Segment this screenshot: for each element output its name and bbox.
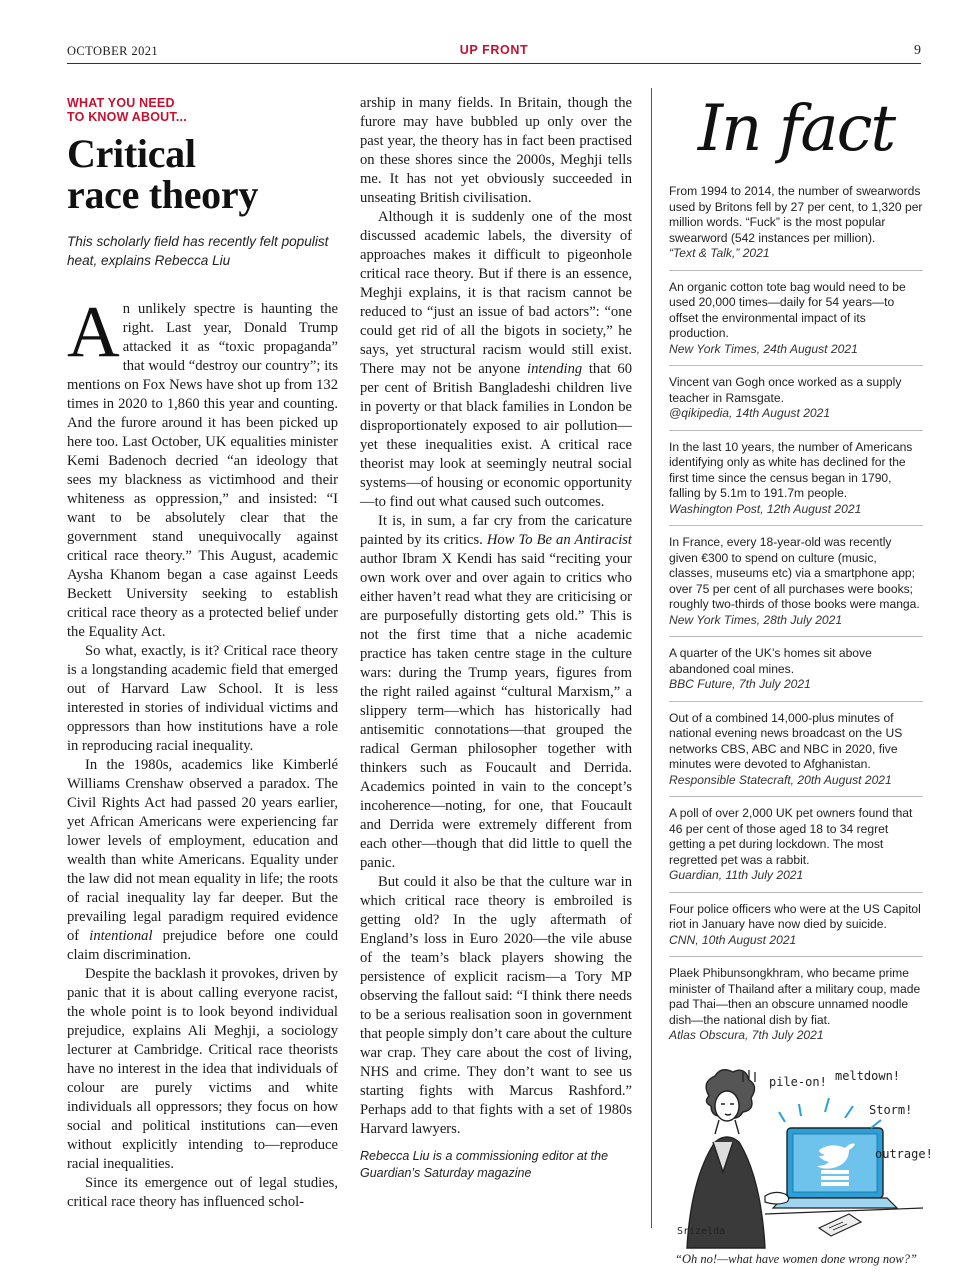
fact-text: In the last 10 years, the number of Americans identifying only as white has declined for the first time since the census began in 1790, falling by 5.1m to 191.7m people. xyxy=(669,439,913,500)
page-header xyxy=(67,40,921,64)
article-headline xyxy=(67,133,338,215)
cartoon-drawing xyxy=(669,1058,933,1248)
paragraph-5-start: Since its emergence out of legal studies, critical race theory has influenced schol- xyxy=(67,1175,338,1210)
word-meltdown: meltdown! xyxy=(835,1068,901,1083)
fact-item xyxy=(669,430,923,526)
fact-item xyxy=(669,796,923,892)
drop-cap: A xyxy=(67,291,120,372)
fact-source: New York Times, 28th July 2021 xyxy=(669,612,843,627)
hand-icon xyxy=(765,1192,789,1204)
issue-date: OCTOBER 2021 xyxy=(67,44,159,58)
paragraph-3-text-b: prejudice before one could claim discrimination. xyxy=(67,928,338,963)
paragraph-7-text-a: It is, in sum, a far cry from the caricature painted by its critics. xyxy=(360,513,632,548)
fact-text: A poll of over 2,000 UK pet owners found that 46 per cent of those aged 18 to 34 regret getting a pet during lockdown. The most regretted pet was a rabbit. xyxy=(669,806,913,867)
headline-line-1: Critical xyxy=(67,131,196,176)
article-body-part-2 xyxy=(360,94,632,1139)
fact-text: An organic cotton tote bag would need to be used 20,000 times—daily for 54 years—to offset the environmental impact of its production. xyxy=(669,279,906,340)
author-bio: Rebecca Liu is a commissioning editor at the Guardian’s Saturday magazine xyxy=(360,1149,609,1180)
facts-list xyxy=(669,178,923,1052)
kicker-line-2: TO KNOW ABOUT... xyxy=(67,110,187,124)
paragraph-7-emphasis: How To Be an Antiracist xyxy=(486,532,632,548)
word-pile-on: pile-on! xyxy=(769,1074,827,1089)
fact-text: From 1994 to 2014, the number of swearwords used by Britons fell by 27 per cent, to 1,320 per million words. “Fuck” is the most popular swearword (542 instances per million). xyxy=(669,184,923,245)
page-number: 9 xyxy=(914,43,921,58)
fact-source: Responsible Statecraft, 20th August 2021 xyxy=(669,772,892,787)
word-storm: Storm! xyxy=(869,1102,913,1117)
article-kicker xyxy=(67,96,338,124)
word-outrage: outrage! xyxy=(875,1146,933,1161)
infact-sidebar xyxy=(669,88,933,1267)
column-divider xyxy=(651,88,652,1228)
paragraph-6-text-a: Although it is suddenly one of the most discussed academic labels, the diversity of approaches makes it difficult to pigeonhole critical race theory. But if there is an essence, Meghji explains, it is that racism cannot be reduced to “just an issue of bad actors”: “one could get rid of all the bigots in society,” he says, yet structural racism would still exist. There may not be anyone xyxy=(360,209,632,377)
woman-figure xyxy=(687,1069,765,1247)
paragraph-6-emphasis: intending xyxy=(527,361,583,377)
paragraph-3-emphasis: intentional xyxy=(89,928,153,944)
fact-item xyxy=(669,178,923,270)
fact-text: Out of a combined 14,000-plus minutes of national evening news broadcast on the US networks CBS, ABC and NBC in 2020, five minutes were devoted to Afghanistan. xyxy=(669,710,903,771)
fact-text: Four police officers who were at the US Capitol riot in January have now died by suicide. xyxy=(669,901,921,931)
paragraph-2: So what, exactly, is it? Critical race theory is a longstanding academic field that emerged out of Harvard Law School. It is less interested in stories of individual victims and oppressors than how institutions have a role in reproducing racial inequality. xyxy=(67,643,338,754)
phone-icon xyxy=(819,1214,861,1236)
fact-source: Atlas Obscura, 7th July 2021 xyxy=(669,1028,824,1042)
paragraph-5-continued: arship in many fields. In Britain, though the furore may have bubbled up only over the past year, the theory has in fact been practised on these shores since the 2000s, Meghji tells me. It has not yet obviously succeeded in unseating British civilisation. xyxy=(360,95,632,206)
paragraph-6-text-b: that 60 per cent of British Bangladeshi children live in poverty or that black families in London be disproportionately exposed to air pollution—yet these inequalities exist. A critical race theorist may look at seemingly neutral social systems—of housing or economic opportunity—to find out what caused such outcomes. xyxy=(360,361,632,510)
fact-item xyxy=(669,892,923,957)
fact-text: In France, every 18-year-old was recently given €300 to spend on culture (music, classes, museums etc) via a smartphone app; over 75 per cent of all purchases were books; roughly two-thirds of those books were manga. xyxy=(669,535,920,611)
header-rule xyxy=(67,63,921,64)
article-column-2 xyxy=(360,94,632,1182)
paragraph-4: Despite the backlash it provokes, driven by panic that it is about calling everyone racist, the whole point is to look beyond individual prejudice, explains Ali Meghji, a sociology lecturer at Cambridge. Critical race theorists have no interest in the idea that individuals of colour are purely victims and white individuals all oppressors; they focus on how social and political institutions can—even without explicitly intending to—reproduce racial inequalities. xyxy=(67,966,338,1172)
fact-text: Plaek Phibunsongkhram, who became prime minister of Thailand after a military coup, made pad Thai—then an obscure unnamed noodle dish—the national dish by fiat. xyxy=(669,966,921,1027)
fact-item xyxy=(669,270,923,366)
section-label: UP FRONT xyxy=(459,43,529,57)
article-column-1 xyxy=(67,96,338,1212)
paragraph-3 xyxy=(67,756,338,965)
fact-item xyxy=(669,365,923,430)
infact-title: In fact xyxy=(697,92,895,166)
fact-text: Vincent van Gogh once worked as a supply teacher in Ramsgate. xyxy=(669,375,902,405)
headline-line-2: race theory xyxy=(67,172,259,217)
fact-item xyxy=(669,636,923,701)
fact-source: @qikipedia, 14th August 2021 xyxy=(669,406,831,420)
paragraph-1 xyxy=(67,291,338,642)
laptop-icon xyxy=(773,1128,897,1208)
alarm-lines xyxy=(779,1098,881,1128)
fact-source: “Text & Talk,” 2021 xyxy=(669,246,770,260)
paragraph-3-text-a: In the 1980s, academics like Kimberlé Williams Crenshaw observed a paradox. The Civil Rights Act had passed 20 years earlier, yet African Americans were experiencing far lower levels of employment, education and wealth than white Americans. Equality under the law did not mean equality in life; the roots of racial inequality lay far deeper. But the prevailing legal paradigm required evidence of xyxy=(67,757,338,944)
paragraph-1-text: n unlikely spectre is haunting the right. Last year, Donald Trump attacked it as “toxic propaganda” that would “destroy our country”; its mentions on Fox News have shot up from 132 times in 2020 to 1,860 this year and counting. And the furore around it has been picked up here too. Last October, UK equalities minister Kemi Badenoch decried “an ideology that sees my blackness as victimhood and their whiteness as oppression,” and insisted: “I want to be absolutely clear that the government stand unequivocally against critical race theory.” This August, academic Aysha Khanom began a case against Leeds Beckett University seeking to establish critical race theory as a protected belief under the Equality Act. xyxy=(67,301,338,640)
fact-source: New York Times, 24th August 2021 xyxy=(669,341,858,356)
fact-source: Guardian, 11th July 2021 xyxy=(669,868,804,882)
paragraph-7 xyxy=(360,512,632,873)
article-standfirst: This scholarly field has recently felt populist heat, explains Rebecca Liu xyxy=(67,234,329,268)
fact-source: Washington Post, 12th August 2021 xyxy=(669,501,862,516)
paragraph-8: But could it also be that the culture war in which critical race theory is embroiled is getting old? In the ugly aftermath of England’s loss in Euro 2020—the vile abuse of the team’s black players showing the persistence of explicit racism—a Tory MP observing the fallout said: “I think there needs to be a serious realisation soon in government that people simply don’t care about the culture war crap. They care about the cost of living, NHS and crime. They don’t want to see us starting fights with Marcus Rashford.” Perhaps add to that fights with a set of 1980s Harvard lawyers. xyxy=(360,874,632,1137)
paragraph-6 xyxy=(360,208,632,512)
fact-source: CNN, 10th August 2021 xyxy=(669,932,797,947)
fact-text: A quarter of the UK’s homes sit above abandoned coal mines. xyxy=(669,646,872,676)
cartoon-illustration xyxy=(669,1058,933,1248)
fact-item xyxy=(669,701,923,797)
article-body-part-1 xyxy=(67,291,338,1212)
fact-item xyxy=(669,956,923,1052)
cartoon-caption: “Oh no!—what have women done wrong now?” xyxy=(675,1251,917,1266)
kicker-line-1: WHAT YOU NEED xyxy=(67,96,175,110)
paragraph-7-text-b: author Ibram X Kendi has said “reciting your own work over and over again to critics who either haven’t read what they are criticising or are purposefully distorting gets old.” This is not the first time that a niche academic practice has taken centre stage in the culture wars: during the Trump years, figures from the right railed against “cultural Marxism,” a slippery term—which has historically had antisemitic connotations—that grouped the radical German philosopher together with thinkers such as Foucault and Derrida. Academics pointed in vain to the concept’s incoherence—noting, for one, that Foucault and Derrida were extremely different from each other—though that did little to quell the panic. xyxy=(360,551,632,871)
cartoonist-signature: Srizelda xyxy=(677,1225,726,1237)
table-edge xyxy=(765,1208,923,1214)
fact-source: BBC Future, 7th July 2021 xyxy=(669,677,811,691)
fact-item xyxy=(669,525,923,636)
